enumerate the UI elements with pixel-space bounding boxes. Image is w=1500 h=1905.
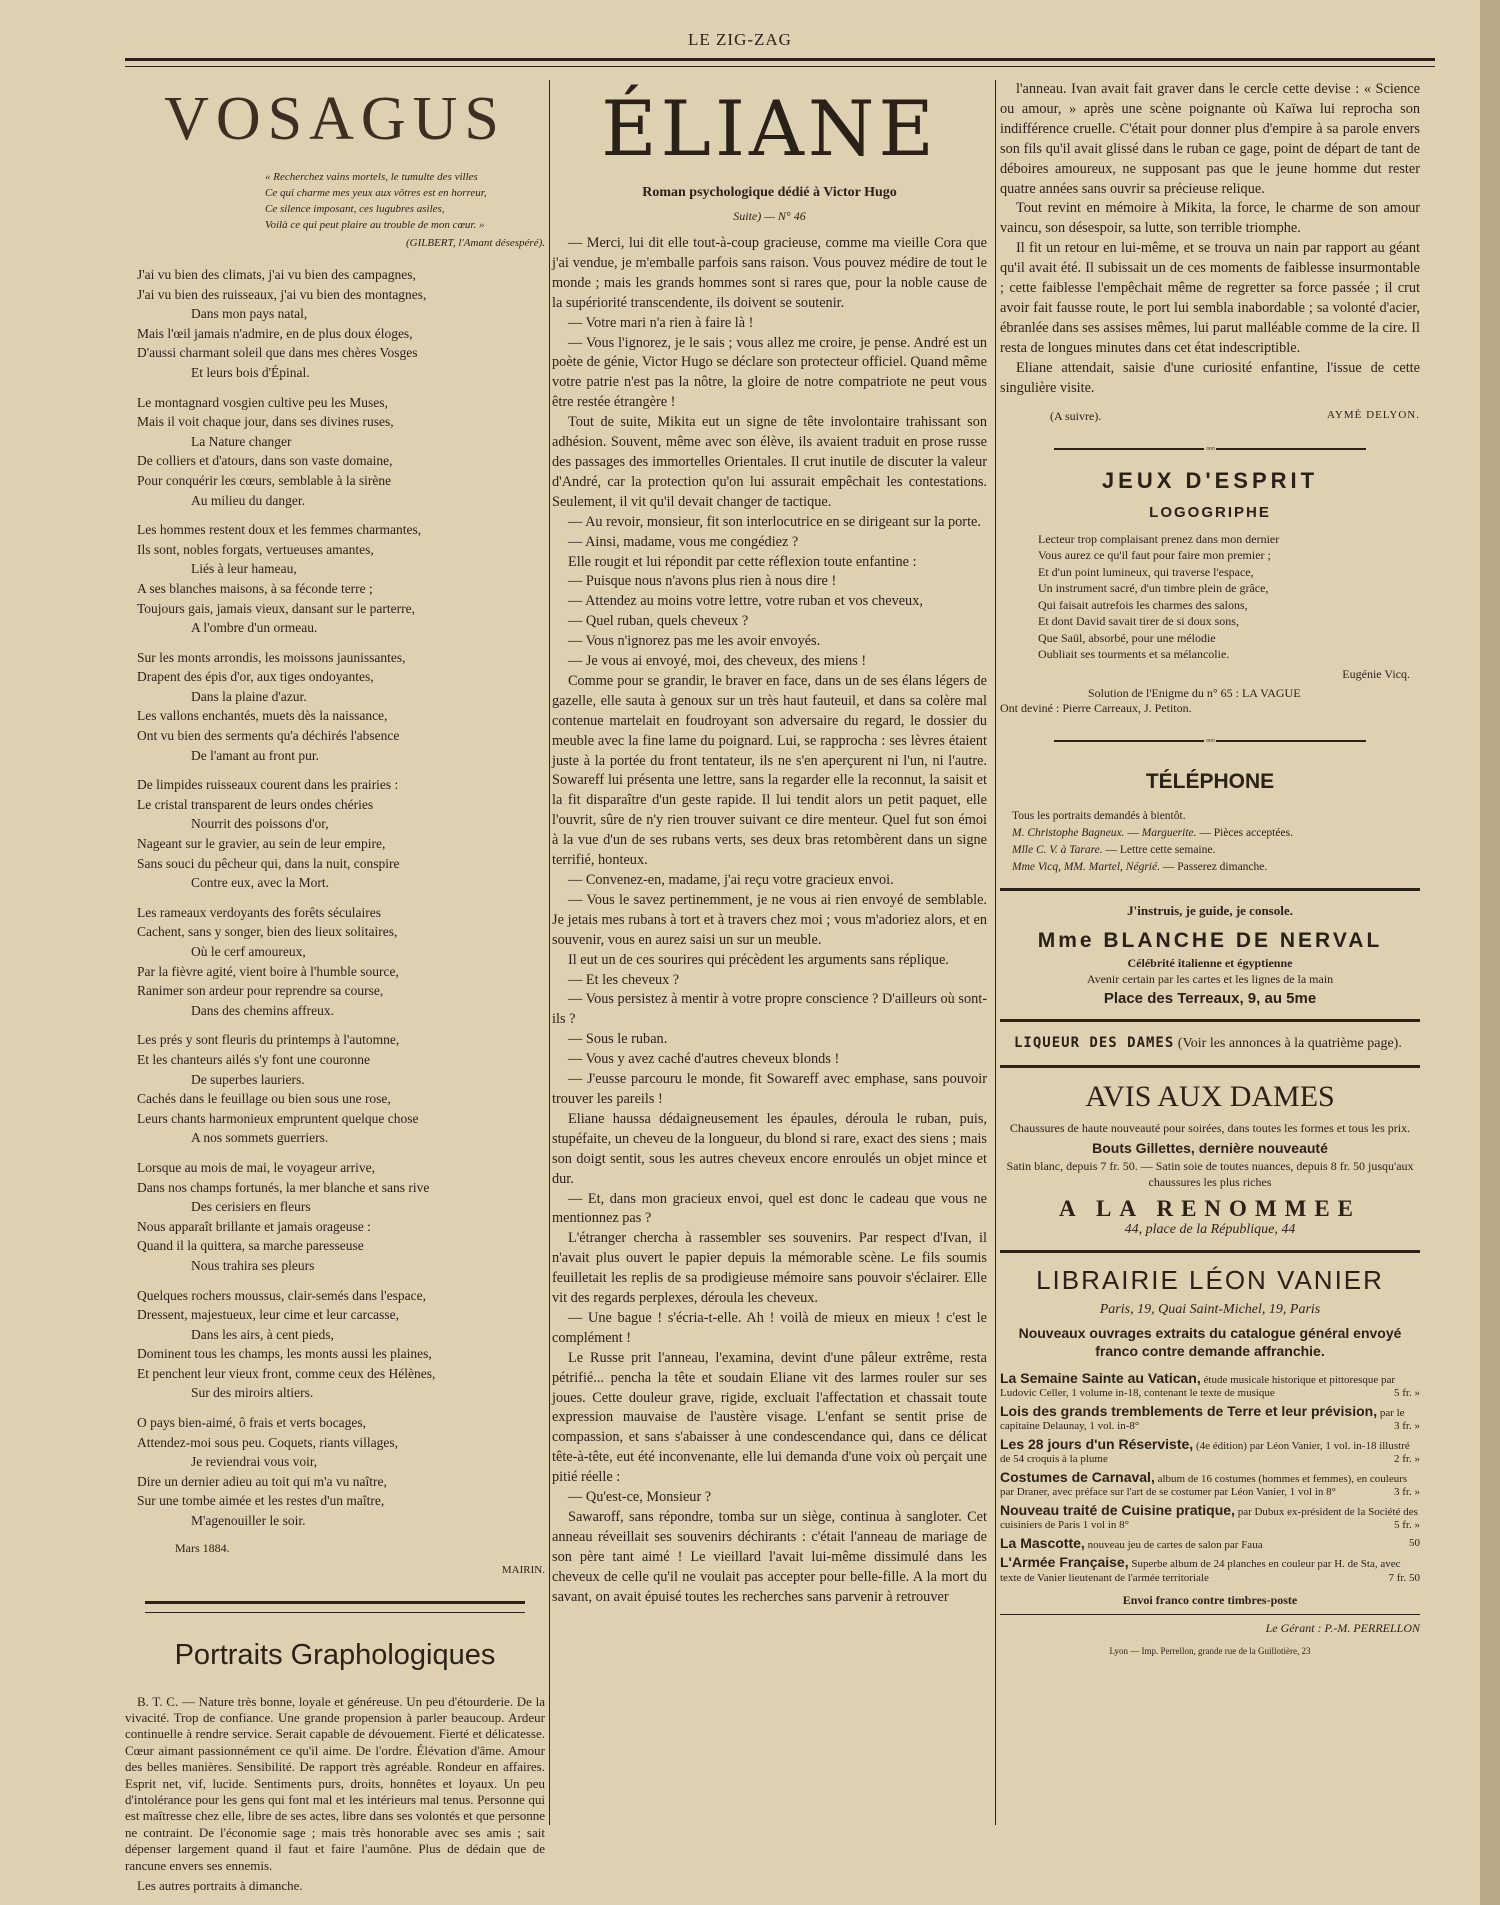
novel-paragraph: Il eut un de ces sourires qui précèdent les arguments sans réplique. (568, 951, 949, 968)
poem-date: Mars 1884. (175, 1540, 230, 1555)
telephone-line: Mlle C. V. à Tarare. — Lettre cette semaine. (1012, 843, 1216, 856)
poem-stanza (125, 393, 545, 511)
librairie-item (1000, 1369, 1420, 1401)
logogriphe-line: Qui faisait autrefois les charmes des salons, (1038, 597, 1248, 612)
logogriphe-line: Un instrument sacré, d'un timbre plein de grâce, (1038, 581, 1269, 595)
telephone-line: Tous les portraits demandés à bientôt. (1012, 809, 1186, 822)
novel-paragraph: — Vous y avez caché d'autres cheveux blonds ! (568, 1051, 840, 1068)
librairie-address: Paris, 19, Quai Saint-Michel, 19, Paris (1099, 1301, 1321, 1317)
item-price: 7 fr. 50 (1388, 1571, 1420, 1584)
novel-paragraph: Il fit un retour en lui-même, et se trouva un nain par rapport au géant qu'il avait été. Il subissait un de ces moments de faiblesse insurmontable ; cette faiblesse l'empêchait même de regretter sa force passée ; il crut avoir fait fausse route, le port lui sembla inabordable ; sa volonté d'acier, ébranlée dans ses assises mêmes, lui parut malléable comme de la cire. Il resta de longues minutes dans cet état indescriptible. (1000, 240, 1420, 356)
poem-stanza (125, 903, 545, 1021)
poem-line: Dans les airs, à cent pieds, (191, 1326, 334, 1342)
poem-signature: MAIRIN. (501, 1563, 545, 1576)
logogriphe-line: Et d'un point lumineux, qui traverse l'espace, (1038, 564, 1254, 579)
novel-paragraph: — J'eusse parcouru le monde, fit Sowareff avec emphase, sans pouvoir trouver les pareils ! (552, 1071, 987, 1107)
poem-line: Ont vu bien des serments qu'a déchirés l'absence (137, 728, 400, 744)
item-description: (4e édition) par Léon Vanier, 1 vol. in-18 illustré de 54 croquis à la plume (1000, 1439, 1410, 1465)
item-description: par Dubux ex-président de la Société des cuisiniers de Paris 1 vol in 8° (1000, 1505, 1418, 1531)
poem-line: Par la fièvre agité, vient boire à l'humble source, (137, 963, 399, 979)
librairie-list (1000, 1369, 1420, 1586)
poem-line: Sur les monts arrondis, les moissons jaunissantes, (137, 649, 406, 665)
avis-satin: Satin blanc, depuis 7 fr. 50. — Satin soie de toutes nuances, depuis 8 fr. 50 jusqu'aux chaussures les plus riches (1006, 1158, 1414, 1189)
to-be-continued: (A suivre). (1050, 408, 1102, 423)
avis-title: AVIS AUX DAMES (1085, 1079, 1335, 1113)
portraits-title: Portraits Graphologiques (174, 1638, 496, 1671)
nerval-name: Mme BLANCHE DE NERVAL (1037, 928, 1383, 952)
solvers: Ont deviné : Pierre Carreaux, J. Petiton. (1000, 700, 1192, 715)
novel-paragraph: Tout revint en mémoire à Mikita, la force, le charme de son amour vaincu, son désespoir, sa lutte, son terrible triomphe. (1000, 200, 1420, 237)
logogriphe-author: Eugénie Vicq. (1342, 666, 1410, 681)
novel-subtitle: Roman psychologique dédié à Victor Hugo (642, 185, 897, 200)
poem-line: De superbes lauriers. (191, 1071, 305, 1087)
poem-line: Dans nos champs fortunés, la mer blanche et sans rive (137, 1179, 430, 1195)
poem-line: De limpides ruisseaux courent dans les prairies : (137, 777, 399, 793)
enigma-solution: Solution de l'Enigme du n° 65 : LA VAGUE (1088, 685, 1301, 700)
logogriphe-line: Lecteur trop complaisant prenez dans mon dernier (1038, 531, 1280, 546)
logogriphe-text (1000, 531, 1420, 663)
column-left (125, 80, 545, 1894)
poem-line: Dominent tous les champs, les monts aussi les plaines, (137, 1346, 432, 1362)
header-rule (125, 58, 1435, 67)
item-title: Les 28 jours d'un Réserviste, (1000, 1435, 1194, 1452)
imprimerie: Lyon — Imp. Perrellon, grande rue de la Guillotière, 23 (1109, 1646, 1311, 1656)
ornament-divider: ◦◦◦ (1000, 444, 1420, 454)
poem-line: Dire un dernier adieu au toit qui m'a vu naître, (137, 1473, 387, 1489)
poem-line: Nageant sur le gravier, au sein de leur empire, (137, 836, 386, 852)
poem-line: Les prés y sont fleuris du printemps à l'automne, (137, 1032, 400, 1048)
poem-line: La Nature changer (191, 433, 292, 449)
librairie-title: LIBRAIRIE LÉON VANIER (1036, 1264, 1384, 1295)
novel-paragraph: — Au revoir, monsieur, fit son interlocutrice en se dirigeant sur la porte. (568, 513, 981, 530)
logogriphe-line: Vous aurez ce qu'il faut pour faire mon premier ; (1038, 548, 1271, 562)
section-divider (145, 1601, 525, 1613)
nerval-address: Place des Terreaux, 9, au 5me (1103, 989, 1317, 1007)
item-price: 5 fr. » (1394, 1519, 1420, 1531)
novel-paragraph: — Et, dans mon gracieux envoi, quel est donc le cadeau que vous ne mentionnez pas ? (552, 1190, 987, 1227)
item-price: 3 fr. » (1394, 1486, 1420, 1498)
novel-end (1050, 409, 1420, 424)
poem-line: Nous apparaît brillante et jamais orageuse : (137, 1218, 371, 1234)
poem-line: Cachés dans le feuillage ou bien sous une rose, (137, 1091, 391, 1107)
epigraph-source: (GILBERT, l'Amant désespéré). (405, 237, 545, 249)
poem-line: Attendez-moi sous peu. Coquets, riants villages, (137, 1434, 398, 1450)
logogriphe-title: LOGOGRIPHE (1149, 503, 1271, 521)
novel-text (552, 234, 987, 1608)
poem-line: A l'ombre d'un ormeau. (191, 620, 318, 636)
poem-line: A nos sommets guerriers. (191, 1130, 329, 1146)
nerval-tagline: J'instruis, je guide, je console. (1127, 902, 1293, 918)
novel-paragraph: Eliane attendait, saisie d'une curiosité enfantine, l'issue de cette singulière visite. (1000, 359, 1420, 396)
poem-line: Nourrit des poissons d'or, (191, 816, 329, 832)
poem-stanza (125, 648, 545, 766)
poem-stanza (125, 1030, 545, 1148)
item-price: 5 fr. » (1394, 1387, 1420, 1399)
novel-paragraph: — Vous n'ignorez pas me les avoir envoyés. (568, 633, 821, 650)
poem-line: Mais il voit chaque jour, dans ses divines ruses, (137, 414, 394, 430)
novel-paragraph: — Sous le ruban. (568, 1031, 668, 1048)
item-price: 2 fr. » (1394, 1453, 1420, 1465)
item-title: Lois des grands tremblements de Terre et leur prévision, (1000, 1402, 1378, 1419)
poem-line: Ils sont, nobles forgats, vertueuses amantes, (137, 541, 374, 557)
column-divider (995, 80, 996, 1825)
poem-line: Au milieu du danger. (191, 492, 305, 508)
poem-line: Dans mon pays natal, (191, 306, 308, 322)
poem-line: Et leurs bois d'Épinal. (191, 364, 310, 380)
column-middle (552, 80, 987, 1608)
novel-paragraph: — Qu'est-ce, Monsieur ? (568, 1489, 712, 1506)
item-title: Nouveau traité de Cuisine pratique, (1000, 1501, 1235, 1518)
novel-paragraph: Eliane haussa dédaigneusement les épaules, déroula le ruban, puis, stupéfaite, un cheveu de la longueur, du blond si rare, exact des siens ; mais son doigt sentit, sous les autres cheveux encore enroulés un objet mince et dur. (552, 1110, 987, 1187)
item-description: étude musicale historique et pittoresque par Ludovic Celler, 1 volume in-18, contenant le texte de musique (1000, 1373, 1396, 1399)
gerant: Le Gérant : P.-M. PERRELLON (1000, 1614, 1420, 1636)
item-title: L'Armée Française, (1000, 1554, 1129, 1570)
poem-line: Leurs chants harmonieux empruntent quelque chose (137, 1110, 419, 1126)
librairie-item (1000, 1402, 1420, 1434)
logogriphe-line: Que Saül, absorbé, pour une mélodie (1038, 630, 1216, 645)
novel-paragraph: — Quel ruban, quels cheveux ? (568, 613, 749, 630)
poem-line: Contre eux, avec la Mort. (191, 875, 329, 891)
poem-line: Quand il la quittera, sa marche paresseuse (137, 1238, 364, 1254)
poem-line: Nous trahira ses pleurs (191, 1257, 315, 1273)
telephone-line: Mme Vicq, MM. Martel, Négrié. — Passerez dimanche. (1012, 860, 1268, 873)
librairie-item (1000, 1435, 1420, 1467)
item-description: album de 16 costumes (hommes et femmes), en couleurs par Draner, avec préface sur l'art de se costumer par Léon Vanier, 1 vol in 8° (1000, 1472, 1408, 1498)
poem-stanza (125, 1286, 545, 1404)
poem-line: Mais l'œil jamais n'admire, en de plus doux éloges, (137, 325, 413, 341)
poem-title: VOSAGUS (164, 85, 506, 153)
poem-line: Les rameaux verdoyants des forêts séculaires (137, 904, 382, 920)
page-edge (1480, 0, 1500, 1905)
item-title: La Semaine Sainte au Vatican, (1000, 1369, 1201, 1386)
novel-paragraph: Comme pour se grandir, le braver en face, dans un de ses élans légers de gazelle, elle sauta à genoux sur un très haut fauteuil, et dans sa colère mal contenue martelait en foudroyant son adversaire du regard, le dossier du meuble avec la fine lame du poignard. Lui, se rapprocha : ses lèvres étaient juste à la portée du front tentateur, ils ne s'en aperçurent ni l'un, ni l'autre. Sowareff lui présenta une lettre, sans la regarder elle la reconnut, la saisit et la fit disparaître d'un geste rapide. Il lui tendit alors un petit paquet, elle l'ouvrit, sûre de n'y rien trouver suivant ce dire menteur. Quel fut son émoi à la vue d'un de ses rubans verts, ses deux bras retombèrent dans un signe terrifié, honteux. (552, 672, 987, 869)
poem-line: Lorsque au mois de mai, le voyageur arrive, (137, 1159, 376, 1175)
telephone-title: TÉLÉPHONE (1145, 769, 1275, 793)
novel-paragraph: Elle rougit et lui répondit par cette réflexion toute enfantine : (568, 553, 917, 570)
poem-line: De colliers et d'atours, dans son vaste domaine, (137, 453, 393, 469)
nerval-desc: Célébrité italienne et égyptienne (1127, 955, 1293, 970)
telephone-messages (1000, 808, 1420, 876)
nerval-avenir: Avenir certain par les cartes et les lignes de la main (1086, 971, 1334, 986)
ad-divider (1000, 888, 1420, 891)
logogriphe-line: Et dont David savait tirer de si doux sons, (1038, 614, 1239, 628)
novel-title: ÉLIANE (601, 84, 938, 173)
poem-line: M'agenouiller le soir. (191, 1513, 306, 1529)
item-description: par le capitaine Delaunay, 1 vol. in-8° (1000, 1406, 1405, 1432)
epigraph-line: « Recherchez vains mortels, le tumulte des villes (265, 171, 478, 183)
poem-line: Les vallons enchantés, muets dès la naissance, (137, 708, 388, 724)
poem-line: Dans la plaine d'azur. (191, 688, 307, 704)
novel-paragraph: — Convenez-en, madame, j'ai reçu votre gracieux envoi. (568, 872, 894, 888)
portraits-footer: Les autres portraits à dimanche. (137, 1878, 303, 1894)
masthead: LE ZIG-ZAG (688, 30, 792, 49)
item-price: 50 (1409, 1536, 1420, 1549)
poem-line: De l'amant au front pur. (191, 747, 320, 763)
games-title: JEUX D'ESPRIT (1101, 467, 1319, 493)
novel-paragraph: — Puisque nous n'avons plus rien à nous dire ! (568, 573, 837, 590)
novel-paragraph: — Et les cheveux ? (568, 971, 680, 988)
novel-paragraph: — Merci, lui dit elle tout-à-coup gracieuse, comme ma vieille Cora que j'ai vendue, je m'emballe parfois sans raison. Vous pouvez médire de tout le monde ; mais les grands hommes sont si rares que, pour la noble cause de la supériorité transcendente, ils doivent se soutenir. (552, 235, 987, 311)
liqueur-ad: LIQUEUR DES DAMES (Voir les annonces à la quatrième page). (1014, 1034, 1402, 1051)
poem-line: Ranimer son ardeur pour reprendre sa course, (137, 983, 384, 999)
novel-paragraph: — Attendez au moins votre lettre, votre ruban et vos cheveux, (568, 593, 923, 610)
novel-paragraph: — Vous l'ignorez, je le sais ; vous allez me croire, je pense. André est un poète de génie, Victor Hugo se déclare son protecteur officiel. Quand même votre patrie n'est pas la nôtre, la gloire de notre compatriote ne peut vous être restée étrangère ! (552, 334, 987, 411)
item-description: Superbe album de 24 planches en couleur par H. de Sta, avec texte de Vanier lieutenant de l'armée territoriale (1000, 1558, 1401, 1584)
poem-line: Cachent, sans y songer, bien des lieux solitaires, (137, 924, 398, 940)
novel-continuation (1000, 80, 1420, 399)
item-description: nouveau jeu de cartes de salon par Faua (1087, 1538, 1263, 1551)
column-divider (549, 80, 550, 1825)
novel-paragraph: — Ainsi, madame, vous me congédiez ? (568, 533, 799, 550)
poem-line: Et penchent leur vieux front, comme ceux des Hélènes, (137, 1365, 436, 1381)
novel-paragraph: — Votre mari n'a rien à faire là ! (568, 314, 754, 331)
novel-paragraph: Tout de suite, Mikita eut un signe de tête involontaire trahissant son adhésion. Souvent, même avec son élève, ils avaient traduit en prose russe des passages des immortelles Orientales. Il crut inutile de discuter la valeur d'André, car la protection qu'on lui assurait empêchait les contestations. Seulement, il vit qu'il devait changer de tactique. (552, 414, 987, 510)
librairie-item (1000, 1534, 1420, 1553)
librairie-subtitle: Nouveaux ouvrages extraits du catalogue général envoyé franco contre demande affranchie. (1018, 1324, 1402, 1359)
novel-paragraph: — Je vous ai envoyé, moi, des cheveux, des miens ! (568, 653, 867, 670)
poem-line: Où le cerf amoureux, (191, 944, 306, 959)
poem-line: Des cerisiers en fleurs (191, 1199, 311, 1215)
poem-line: Quelques rochers moussus, clair-semés dans l'espace, (137, 1287, 426, 1303)
poem-line: Dressent, majestueux, leur cime et leur carcasse, (137, 1307, 400, 1323)
poem-line: Sur une tombe aimée et les restes d'un maître, (137, 1493, 385, 1509)
librairie-envoi: Envoi franco contre timbres-poste (1122, 1593, 1298, 1607)
librairie-item (1000, 1468, 1420, 1500)
poem-line: Dans des chemins affreux. (191, 1002, 334, 1018)
avis-address: 44, place de la République, 44 (1124, 1221, 1296, 1237)
item-title: Costumes de Carnaval, (1000, 1468, 1155, 1485)
portraits-text: B. T. C. — Nature très bonne, loyale et généreuse. Un peu d'étourderie. De la vivacité. Trop de confiance. Une grande propension à parler beaucoup. Ardeur continuelle à rendre service. Serait capable de dévouement. Fierté et délicatesse. Cœur aimant passionnément ce qu'il aime. De l'ordre. Élévation d'âme. Amour des belles manières. Sensibilité. De rapport très agréable. Rondeur en affaires. Esprit net, vif, lucide. Sentiments purs, droits, honnêtes et loyaux. Un peu d'intolérance pour les gens qui font mal et les intérieurs mal tenus. Personne qui est maîtresse chez elle, libre de ses actes, libre dans ses volontés et que personne ne contraint. De l'économie sage ; mais très honorable avec ses amis ; sait dépenser largement quand il faut et faire l'aumône. Plus de dédain que de rancune envers ses ennemis. (125, 1693, 545, 1873)
novel-paragraph: Le Russe prit l'anneau, l'examina, devint d'une pâleur extrême, resta pétrifié... pencha la tête et soudain Eliane vit des larmes rouler sur ses joues. Cette douleur grave, rigide, excluait l'affectation et chassait toute expression mauvaise de l'austère visage. L'enfant se sentit prise de compassion, et sans s'abaisser à une condescendance qui, dans ce délicat tête-à-tête, eut été inconvenante, elle lui demanda d'une voix où perçait une pitié réelle : (552, 1349, 987, 1486)
ad-divider (1000, 1250, 1420, 1253)
poem-line: Et les chanteurs ailés s'y font une couronne (137, 1051, 370, 1067)
poem-line: Sans souci du pêcheur qui, dans la nuit, conspire (137, 855, 400, 871)
poem-stanza (125, 1413, 545, 1531)
epigraph-line: Ce qui charme mes yeux aux vôtres est en horreur, (265, 187, 487, 199)
poem-line: A ses blanches maisons, à sa féconde terre ; (137, 580, 373, 596)
poem-line: O pays bien-aimé, ô frais et verts bocages, (137, 1415, 367, 1431)
novel-paragraph: Sawaroff, sans répondre, tomba sur un siège, continua à sangloter. Cet anneau réveillait ses souvenirs déchirants : c'était l'anneau de mariage de son père tant aimé ! Le vieillard l'avait lui-même dissimulé dans les cheveux de celle qu'il ne voulait pas accepter pour belle-fille. A la mort du savant, on avait épuisé toutes les recherches sans parvenir à retrouver (552, 1509, 987, 1605)
poem-stanza (125, 1158, 545, 1276)
avis-intro: Chaussures de haute nouveauté pour soirées, dans toutes les formes et tous les prix. (1009, 1120, 1411, 1135)
poem-line: Liés à leur hameau, (191, 561, 297, 577)
epigraph-line: Ce silence imposant, ces lugubres asiles, (265, 203, 445, 215)
column-right (1000, 80, 1420, 1656)
poem-line: Les hommes restent doux et les femmes charmantes, (137, 522, 422, 538)
novel-author: AYMÉ DELYON. (1327, 408, 1420, 421)
poem-line: Le cristal transparent de leurs ondes chéries (137, 796, 374, 812)
poem-body (125, 265, 545, 1531)
poem-line: Je reviendrai vous voir, (191, 1454, 318, 1470)
logogriphe-line: Oubliait ses tourments et sa mélancolie. (1038, 647, 1230, 661)
novel-paragraph: L'étranger chercha à rassembler ses souvenirs. Par respect d'Ivan, il n'avait plus ouvert le papier depuis la mémorable scène. Le fils soumis feuilletait les replis de sa prodigieuse mémoire sans pouvoir s'éclairer. Elle vit des regards perplexes, déroula les cheveux. (552, 1230, 987, 1307)
librairie-item (1000, 1556, 1420, 1585)
poem-line: J'ai vu bien des climats, j'ai vu bien des campagnes, (137, 267, 416, 282)
avis-bouts: Bouts Gillettes, dernière nouveauté (1092, 1139, 1328, 1156)
novel-paragraph: l'anneau. Ivan avait fait graver dans le cercle cette devise : « Science ou amour, » après une scène poignante où Kaïwa lui reprocha son indifférence cruelle. C'était pour donner plus d'empire à sa parole envers son fils qu'il avait glissé dans le ruban ce gage, point de départ de tant de déboires amoureux, ne supposant pas que le jeune homme dut rester quatre années sans ouvrir sa précieuse relique. (1000, 81, 1420, 197)
poem-stanza (125, 265, 545, 383)
poem-stanza (125, 775, 545, 893)
poem-line: Drapent des épis d'or, aux tiges ondoyantes, (137, 669, 374, 685)
poem-line: Sur des miroirs altiers. (191, 1385, 314, 1401)
ad-divider (1000, 1019, 1420, 1022)
avis-shop: A LA RENOMMEE (1058, 1195, 1362, 1221)
poem-line: D'aussi charmant soleil que dans mes chères Vosges (137, 345, 418, 361)
epigraph-line: Voilà ce qui peut plaire au trouble de mon cœur. » (265, 219, 485, 231)
poem-line: Pour conquérir les cœurs, semblable à la sirène (137, 472, 392, 488)
ornament-divider: ◦◦◦ (1000, 736, 1420, 746)
poem-line: Toujours gais, jamais vieux, dansant sur le parterre, (137, 600, 415, 616)
novel-paragraph: — Une bague ! s'écria-t-elle. Ah ! voilà de mieux en mieux ! c'est le complément ! (552, 1309, 987, 1346)
epigraph (265, 169, 545, 251)
novel-paragraph: — Vous le savez pertinemment, je ne vous ai rien envoyé de semblable. Je jetais mes rubans à tort et à travers chez moi ; vous m'adoriez alors, et en souvenir, vous en aurez saisi un sur un meuble. (552, 891, 987, 948)
telephone-line: M. Christophe Bagneux. — Marguerite. — Pièces acceptées. (1012, 826, 1293, 839)
item-price: 3 fr. » (1394, 1420, 1420, 1432)
novel-paragraph: — Vous persistez à mentir à votre propre conscience ? D'ailleurs où sont-ils ? (552, 991, 987, 1028)
item-title: La Mascotte, (1000, 1534, 1085, 1551)
novel-episode: Suite) — N° 46 (733, 209, 806, 223)
poem-line: Le montagnard vosgien cultive peu les Muses, (137, 394, 388, 410)
librairie-item (1000, 1501, 1420, 1533)
poem-line: J'ai vu bien des ruisseaux, j'ai vu bien des montagnes, (137, 286, 427, 302)
ad-divider (1000, 1065, 1420, 1068)
poem-stanza (125, 520, 545, 638)
